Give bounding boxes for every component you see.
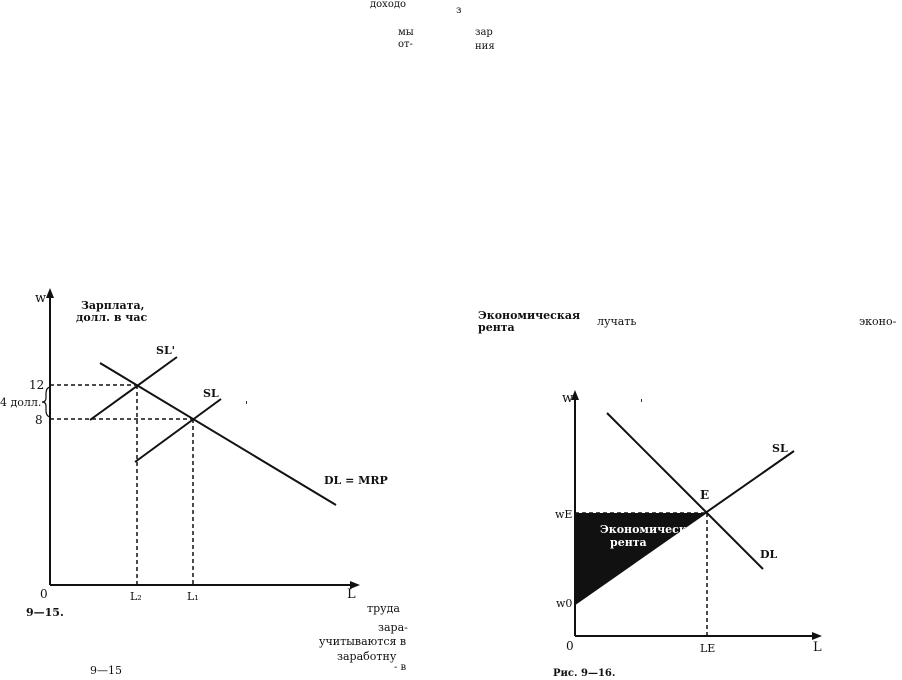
brace-label: 4 долл. bbox=[0, 396, 42, 409]
text-fragment: лучать bbox=[597, 315, 637, 328]
tick-mark: ' bbox=[640, 397, 644, 410]
y-tick-we: wE bbox=[555, 508, 573, 521]
demand-label: DL = MRP bbox=[324, 474, 388, 487]
demand-label: DL bbox=[760, 548, 778, 561]
x-axis-arrow bbox=[812, 632, 822, 640]
rent-area-label: Экономическая bbox=[600, 523, 703, 536]
supply-label: SL bbox=[203, 387, 219, 400]
text-fragment: з bbox=[456, 5, 462, 16]
supply-new-label: SL' bbox=[156, 344, 176, 357]
tick-mark: ' bbox=[245, 399, 249, 412]
text-fragment: от- bbox=[398, 39, 413, 50]
text-fragment: мы bbox=[398, 27, 414, 38]
equilibrium-label: E bbox=[700, 488, 710, 502]
text-fragment: эконо- bbox=[859, 315, 897, 328]
rent-heading: рента bbox=[478, 321, 515, 334]
x-axis-letter: L bbox=[347, 587, 356, 602]
origin: 0 bbox=[40, 587, 48, 601]
x-tick-l1: L₁ bbox=[187, 590, 199, 603]
figure-right-caption: Рис. 9—16. bbox=[553, 668, 616, 679]
supply-label: SL bbox=[772, 442, 788, 455]
x-axis-letter: L bbox=[813, 640, 822, 655]
rent-heading: Экономическая bbox=[478, 309, 581, 322]
y-axis-title: долл. в час bbox=[76, 311, 148, 324]
origin: 0 bbox=[566, 639, 574, 653]
text-fragment: заработну bbox=[337, 650, 397, 663]
text-fragment: зара- bbox=[378, 621, 408, 634]
text-fragment: доходо bbox=[370, 0, 407, 10]
y-tick-w0: w0 bbox=[556, 597, 573, 610]
y-axis-letter: w bbox=[562, 391, 574, 406]
y-axis-letter: w bbox=[35, 291, 47, 306]
y-tick-12: 12 bbox=[29, 378, 45, 392]
figure-left-caption: 9—15. bbox=[26, 606, 64, 619]
figure-reference: 9—15 bbox=[90, 664, 122, 677]
text-fragment: учитываются в bbox=[319, 635, 407, 648]
y-tick-8: 8 bbox=[35, 413, 43, 427]
text-fragment: зар bbox=[475, 27, 493, 38]
x-tick-l2: L₂ bbox=[130, 590, 142, 603]
y-axis-title: Зарплата, bbox=[81, 299, 145, 312]
rent-area-label: рента bbox=[610, 536, 647, 549]
x-tick-le: LE bbox=[700, 642, 716, 655]
text-fragment: - в bbox=[394, 662, 407, 673]
text-fragment: труда bbox=[367, 602, 400, 615]
text-fragment: ния bbox=[475, 41, 495, 52]
